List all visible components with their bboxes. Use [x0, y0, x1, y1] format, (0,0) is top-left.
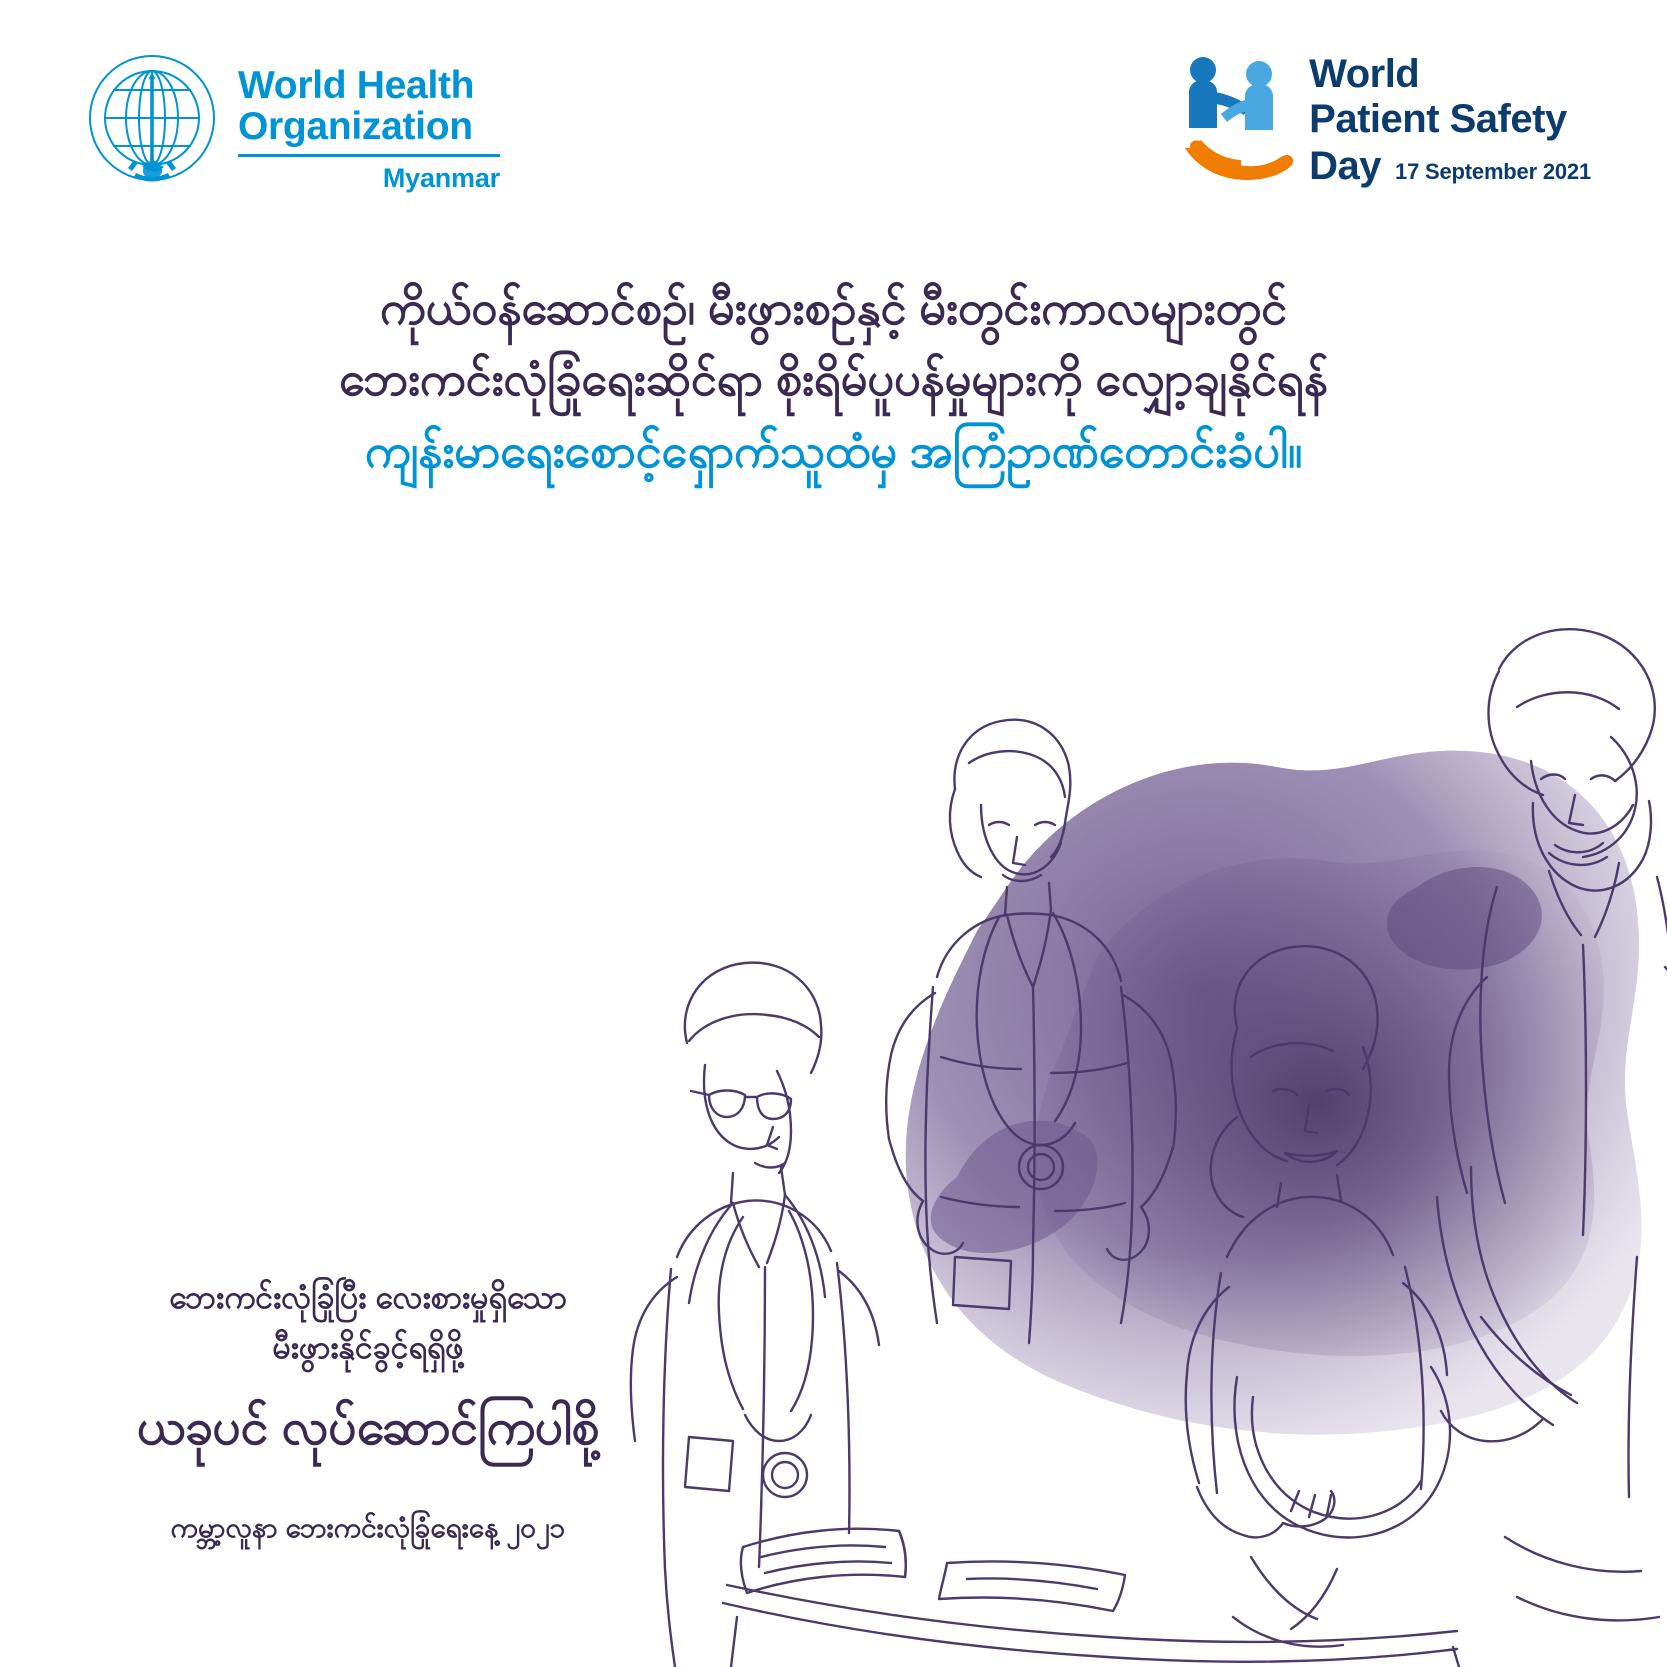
wpsd-line-day: Day — [1309, 144, 1382, 188]
poster-header — [0, 0, 1667, 240]
who-name-line1: World Health — [238, 64, 475, 107]
headline-block — [0, 272, 1667, 486]
who-logo-text — [238, 52, 500, 194]
call-to-action-block — [58, 1273, 678, 1547]
wpsd-date: 17 September 2021 — [1395, 159, 1591, 184]
wpsd-line-patient-safety: Patient Safety — [1309, 97, 1567, 141]
wpsd-line-world: World — [1309, 52, 1420, 96]
cta-small-line-2: မီးဖွားနိုင်ခွင့်ရရှိဖို့ — [272, 1328, 464, 1365]
who-divider — [238, 154, 500, 157]
who-name-line2: Organization — [238, 104, 473, 148]
headline-line-3: ကျန်းမာရေးစောင့်ရှောက်သူထံမှ အကြံဥာဏ်တောင်းခံပါ။ — [365, 423, 1302, 477]
wpsd-logo-text — [1309, 48, 1591, 189]
cta-small-line-1: ဘေးကင်းလုံခြုံပြီး လေးစားမှုရှိသော — [169, 1279, 567, 1316]
world-patient-safety-day-logo — [1177, 48, 1591, 189]
headline-line-2: ဘေးကင်းလုံခြုံရေးဆိုင်ရာ စိုးရိမ်ပူပန်မှုများကို လျှော့ချနိုင်ရန် — [339, 352, 1328, 406]
watercolour-background — [906, 751, 1642, 1435]
cta-headline: ယခုပင် လုပ်ဆောင်ကြပါစို့ — [136, 1399, 600, 1456]
event-footer-label: ကမ္ဘာ့လူနာ ဘေးကင်းလုံခြုံရေးနေ့ ၂၀၂၁ — [170, 1511, 566, 1543]
who-logo — [86, 52, 500, 194]
healthcare-consultation-illustration — [537, 557, 1667, 1667]
who-emblem-icon — [86, 52, 218, 184]
desk-foreground — [723, 1529, 1459, 1667]
who-country-label: Myanmar — [382, 163, 500, 194]
patient-safety-hands-icon — [1177, 48, 1295, 184]
headline-line-1: ကိုယ်ဝန်ဆောင်စဉ်၊ မီးဖွားစဉ်နှင့် မီးတွင်းကာလများတွင် — [380, 281, 1287, 334]
